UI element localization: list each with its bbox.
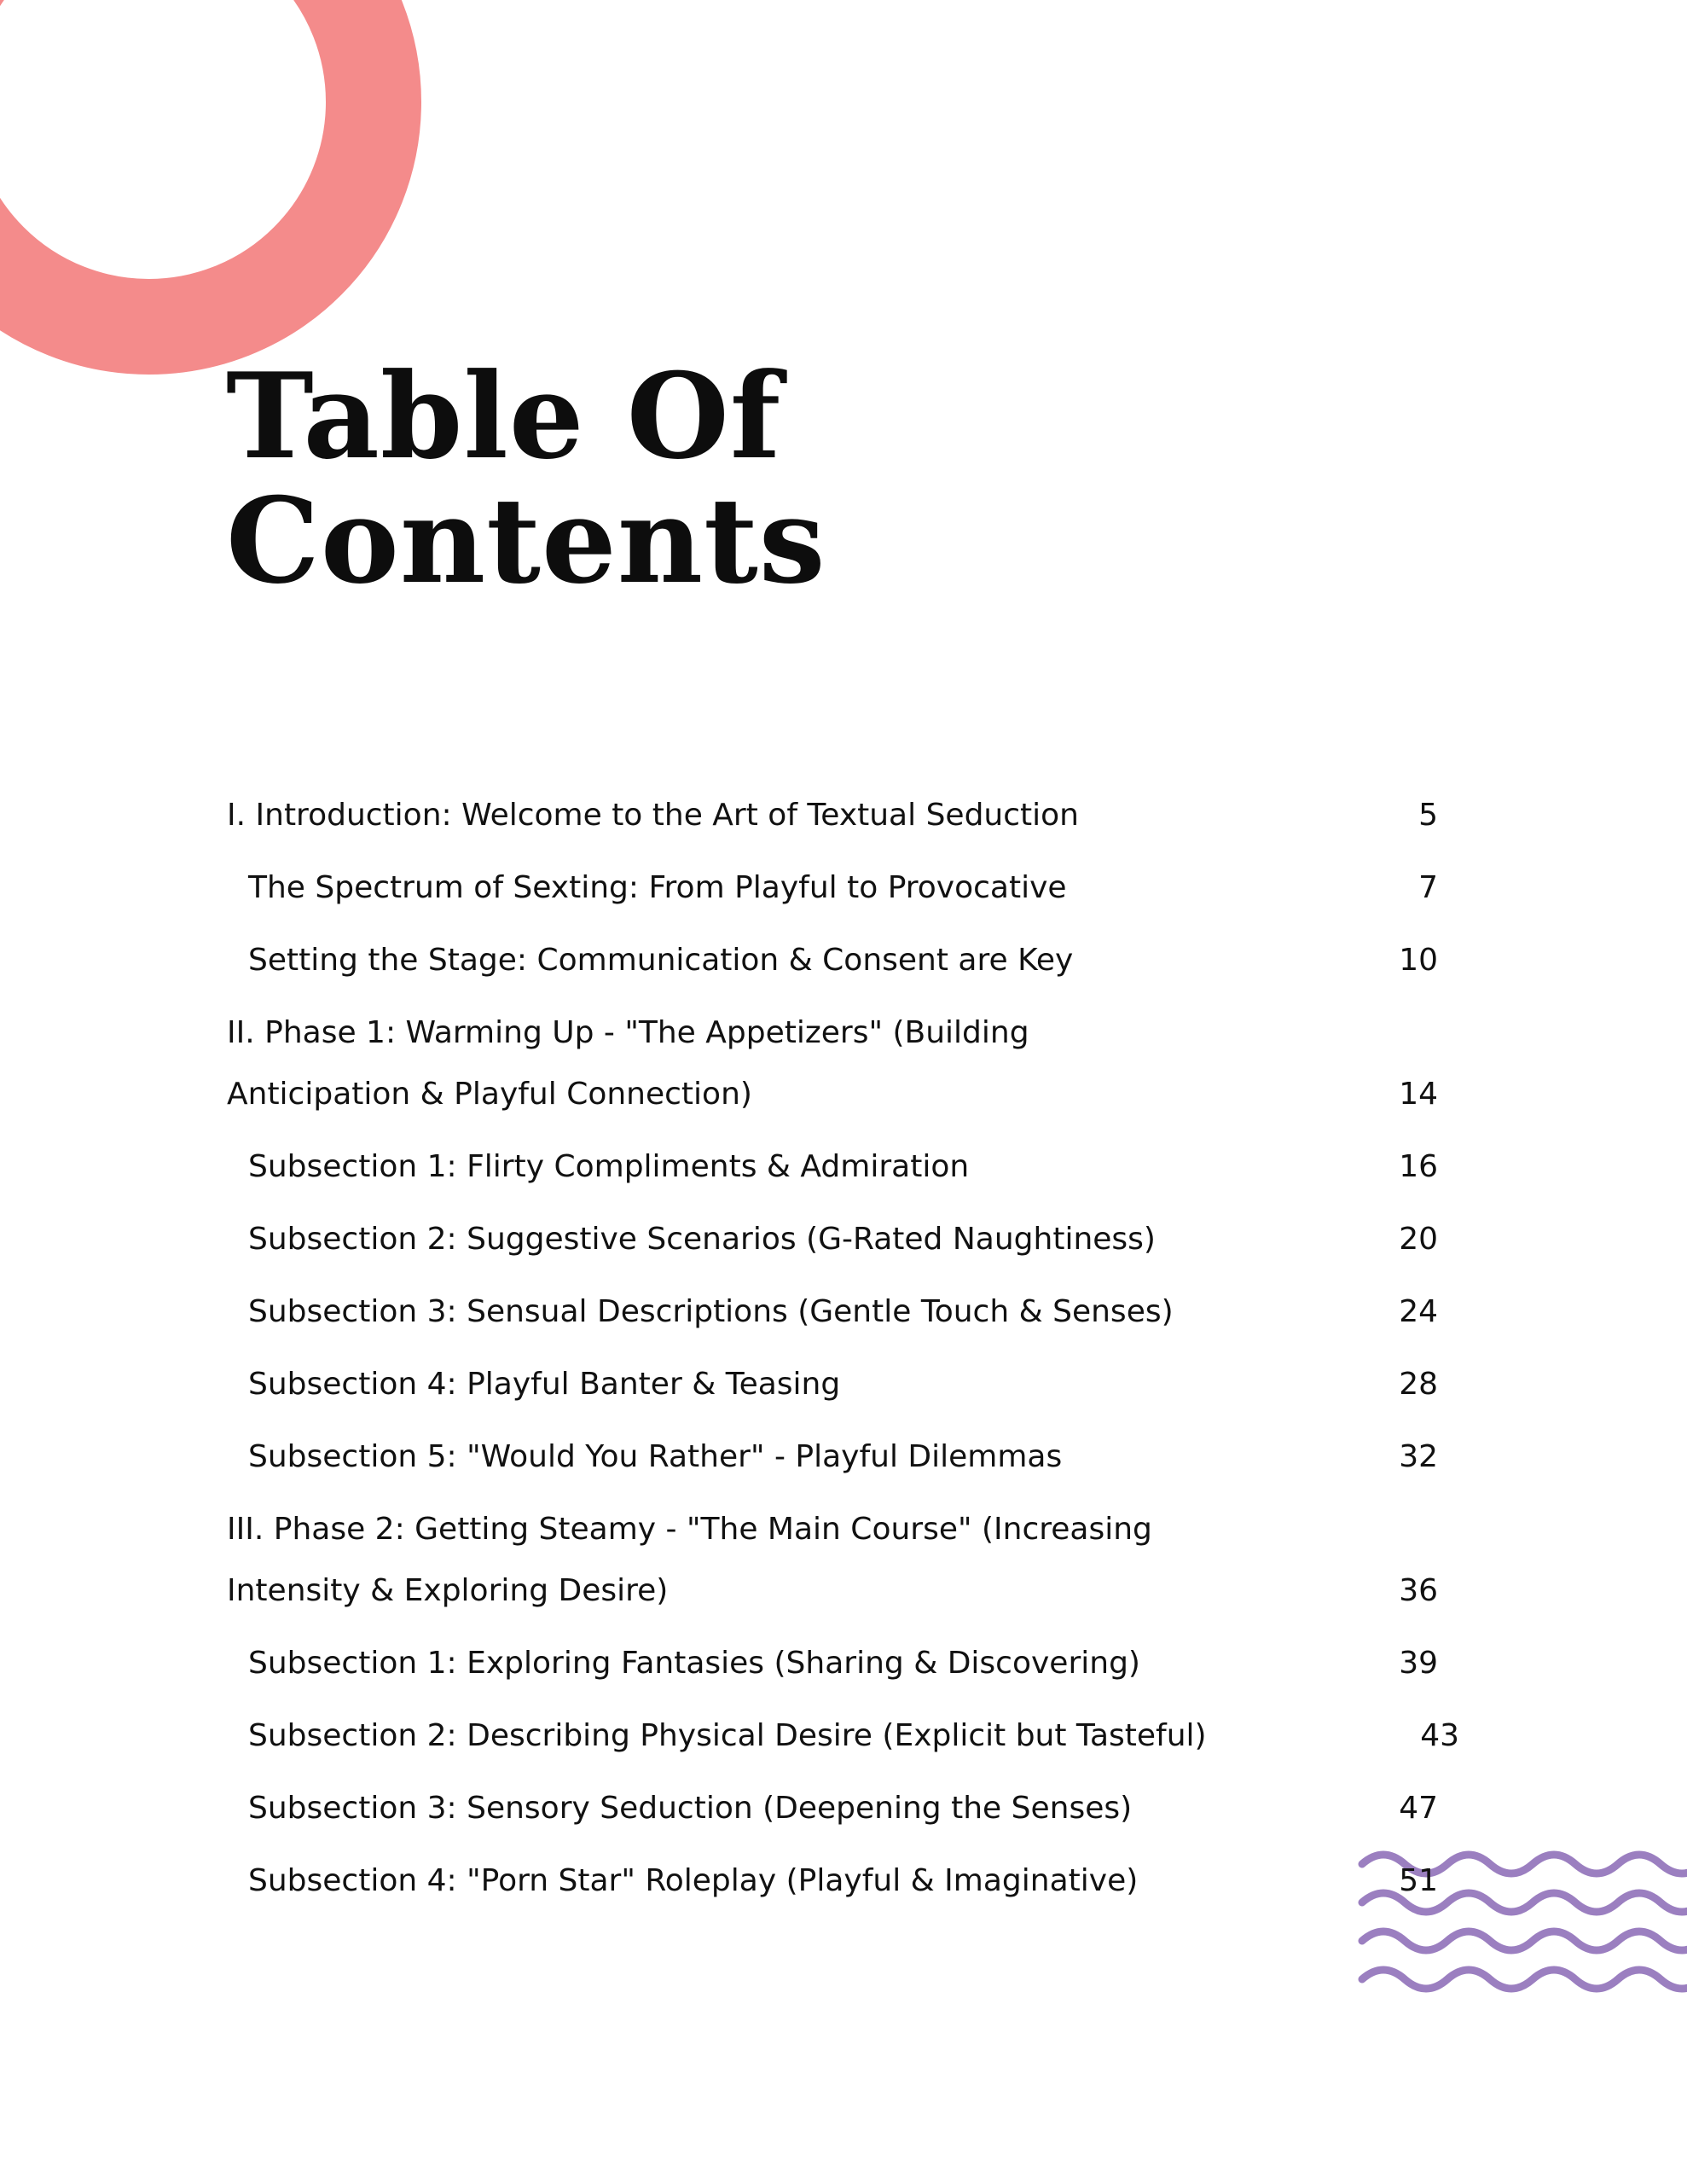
toc-entry-page: 7 (1418, 870, 1438, 905)
toc-entry[interactable] (227, 1778, 1438, 1850)
toc-entry[interactable] (227, 1136, 1438, 1209)
toc-entry-label: The Spectrum of Sexting: From Playful to Provocative (248, 870, 1067, 905)
toc-entry[interactable] (227, 785, 1438, 857)
toc-entry[interactable] (227, 1705, 1459, 1778)
title-line-1: Table Of (226, 346, 782, 485)
toc-entry-label: Subsection 1: Flirty Compliments & Admiration (248, 1149, 970, 1184)
toc-entry[interactable] (227, 1850, 1438, 1923)
toc-entry-label: Subsection 4: Playful Banter & Teasing (248, 1367, 841, 1402)
toc-entry-label: II. Phase 1: Warming Up - "The Appetizers" (Building Anticipation & Playful Connection) (227, 1015, 1029, 1112)
toc-entry-page: 43 (1420, 1718, 1459, 1753)
toc-entry-page: 32 (1399, 1439, 1438, 1474)
toc-entry-label: III. Phase 2: Getting Steamy - "The Main Course" (Increasing Intensity & Exploring Desire) (227, 1512, 1152, 1608)
table-of-contents (227, 785, 1459, 1923)
toc-entry-page: 24 (1399, 1294, 1438, 1329)
toc-entry-page: 28 (1399, 1367, 1438, 1402)
toc-entry-label: Subsection 1: Exploring Fantasies (Sharing & Discovering) (248, 1646, 1140, 1681)
toc-entry[interactable] (227, 1002, 1438, 1136)
toc-entry[interactable] (227, 1499, 1438, 1633)
title-line-2: Contents (226, 471, 826, 610)
decorative-ring (0, 0, 421, 375)
toc-entry[interactable] (227, 857, 1438, 930)
toc-entry[interactable] (227, 930, 1438, 1002)
toc-entry-page: 14 (1399, 1077, 1438, 1112)
page-title (226, 346, 826, 610)
toc-entry-page: 5 (1418, 798, 1438, 833)
toc-entry[interactable] (227, 1633, 1438, 1705)
toc-entry-page: 51 (1399, 1863, 1438, 1898)
toc-entry-label: Subsection 2: Describing Physical Desire (Explicit but Tasteful) (248, 1718, 1207, 1753)
toc-entry-page: 10 (1399, 943, 1438, 978)
toc-entry[interactable] (227, 1354, 1438, 1426)
toc-entry-page: 39 (1399, 1646, 1438, 1681)
toc-entry-page: 20 (1399, 1222, 1438, 1257)
toc-entry-label: Subsection 3: Sensual Descriptions (Gentle Touch & Senses) (248, 1294, 1174, 1329)
toc-entry[interactable] (227, 1209, 1438, 1281)
toc-entry[interactable] (227, 1281, 1438, 1354)
toc-entry-label: Subsection 3: Sensory Seduction (Deepening the Senses) (248, 1791, 1133, 1826)
toc-entry-label: I. Introduction: Welcome to the Art of Textual Seduction (227, 798, 1079, 833)
toc-entry-page: 47 (1399, 1791, 1438, 1826)
toc-entry-label: Subsection 2: Suggestive Scenarios (G-Rated Naughtiness) (248, 1222, 1156, 1257)
toc-entry-page: 16 (1399, 1149, 1438, 1184)
toc-entry-label: Subsection 4: "Porn Star" Roleplay (Playful & Imaginative) (248, 1863, 1139, 1898)
toc-entry-page: 36 (1399, 1573, 1438, 1608)
toc-entry-label: Setting the Stage: Communication & Consent are Key (248, 943, 1074, 978)
toc-entry-label: Subsection 5: "Would You Rather" - Playful Dilemmas (248, 1439, 1063, 1474)
toc-entry[interactable] (227, 1426, 1438, 1499)
